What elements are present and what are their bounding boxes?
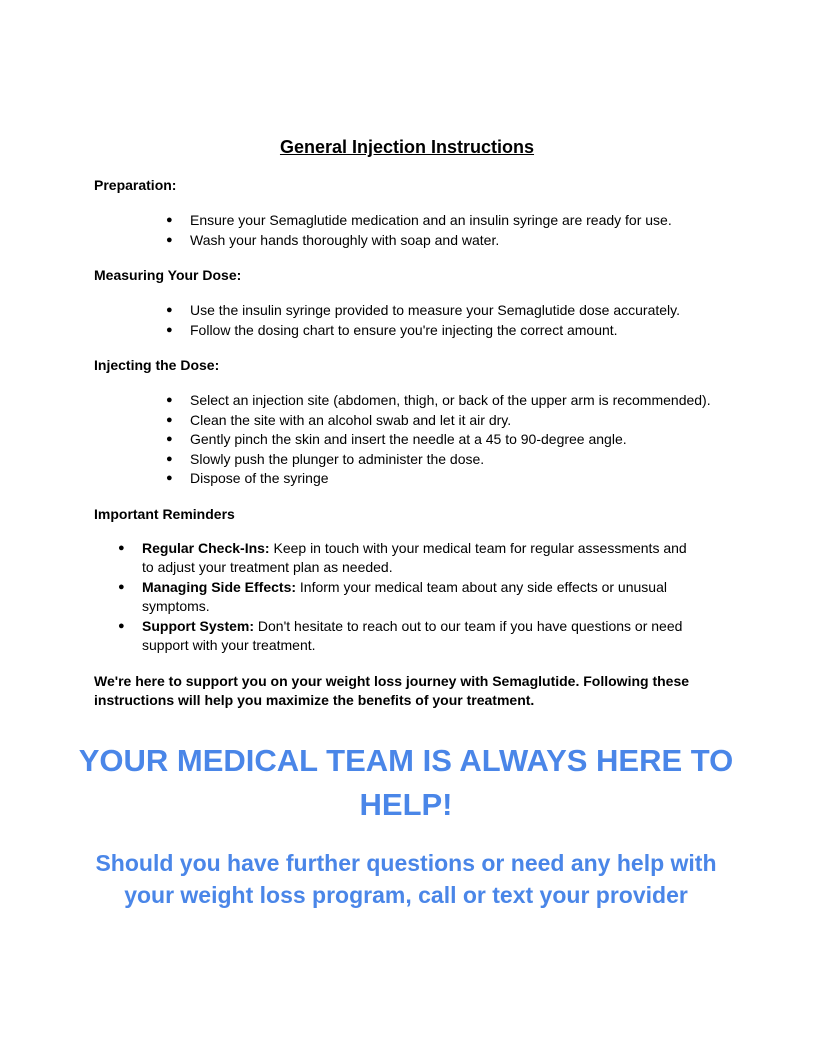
callout-subheading: Should you have further questions or need any help with your weight loss program, call or text your provider [95,849,717,908]
bullet-icon: ● [166,472,173,484]
list-item-text: Use the insulin syringe provided to measure your Semaglutide dose accurately. [190,302,680,318]
list-item [166,450,718,470]
bullet-icon: ● [166,452,173,465]
document-title: General Injection Instructions [279,137,535,157]
list-item [118,539,718,578]
list-item [166,231,718,251]
list-item [166,469,718,489]
list-item [166,411,718,431]
list-item-text: Gently pinch the skin and insert the needle at a 45 to 90-degree angle. [190,431,627,447]
list-item-text: Follow the dosing chart to ensure you're injecting the correct amount. [190,321,618,338]
bullet-icon: ● [118,580,125,593]
bullet-icon: ● [166,214,173,226]
preparation-list [94,211,718,250]
bullet-icon: ● [118,619,125,632]
list-item [118,617,718,656]
list-item [166,391,718,411]
section-heading-injecting: Injecting the Dose: [94,357,220,373]
bullet-icon: ● [166,413,173,426]
reminder-label: Regular Check-Ins: [142,539,270,556]
callout-heading: YOUR MEDICAL TEAM IS ALWAYS HERE TO HELP! [78,742,734,822]
section-heading-measuring: Measuring Your Dose: [94,267,242,283]
bullet-icon: ● [166,394,173,406]
reminder-text: Don't hesitate to reach out to our team if you have questions or need support with your treatment. [142,617,683,653]
section-heading-preparation: Preparation: [94,177,177,193]
bullet-icon: ● [118,541,125,554]
bullet-icon: ● [166,304,173,316]
list-item-text: Ensure your Semaglutide medication and an insulin syringe are ready for use. [190,212,672,228]
list-item [166,430,718,450]
list-item [166,211,718,231]
list-item-text: Select an injection site (abdomen, thigh, or back of the upper arm is recommended). [190,392,711,408]
list-item-text: Dispose of the syringe [190,470,329,486]
reminders-list [94,539,718,656]
closing-paragraph: We're here to support you on your weight loss journey with Semaglutide. Following these instructions will help you maximize the benefits of your treatment. [94,672,690,708]
reminder-text: Keep in touch with your medical team for regular assessments and to adjust your treatment plan as needed. [142,539,687,575]
list-item [166,301,718,321]
list-item-text: Clean the site with an alcohol swab and let it air dry. [190,411,512,428]
reminder-text: Inform your medical team about any side effects or unusual symptoms. [142,578,667,614]
bullet-icon: ● [166,433,173,445]
bullet-icon: ● [166,323,173,336]
list-item-text: Wash your hands thoroughly with soap and water. [190,231,500,248]
bullet-icon: ● [166,233,173,246]
reminder-label: Managing Side Effects: [142,578,297,595]
list-item [166,321,718,341]
section-heading-reminders: Important Reminders [94,505,235,522]
list-item-text: Slowly push the plunger to administer the dose. [190,450,485,467]
reminder-label: Support System: [142,617,255,634]
list-item [118,578,718,617]
injecting-list [94,391,718,489]
measuring-list [94,301,718,340]
